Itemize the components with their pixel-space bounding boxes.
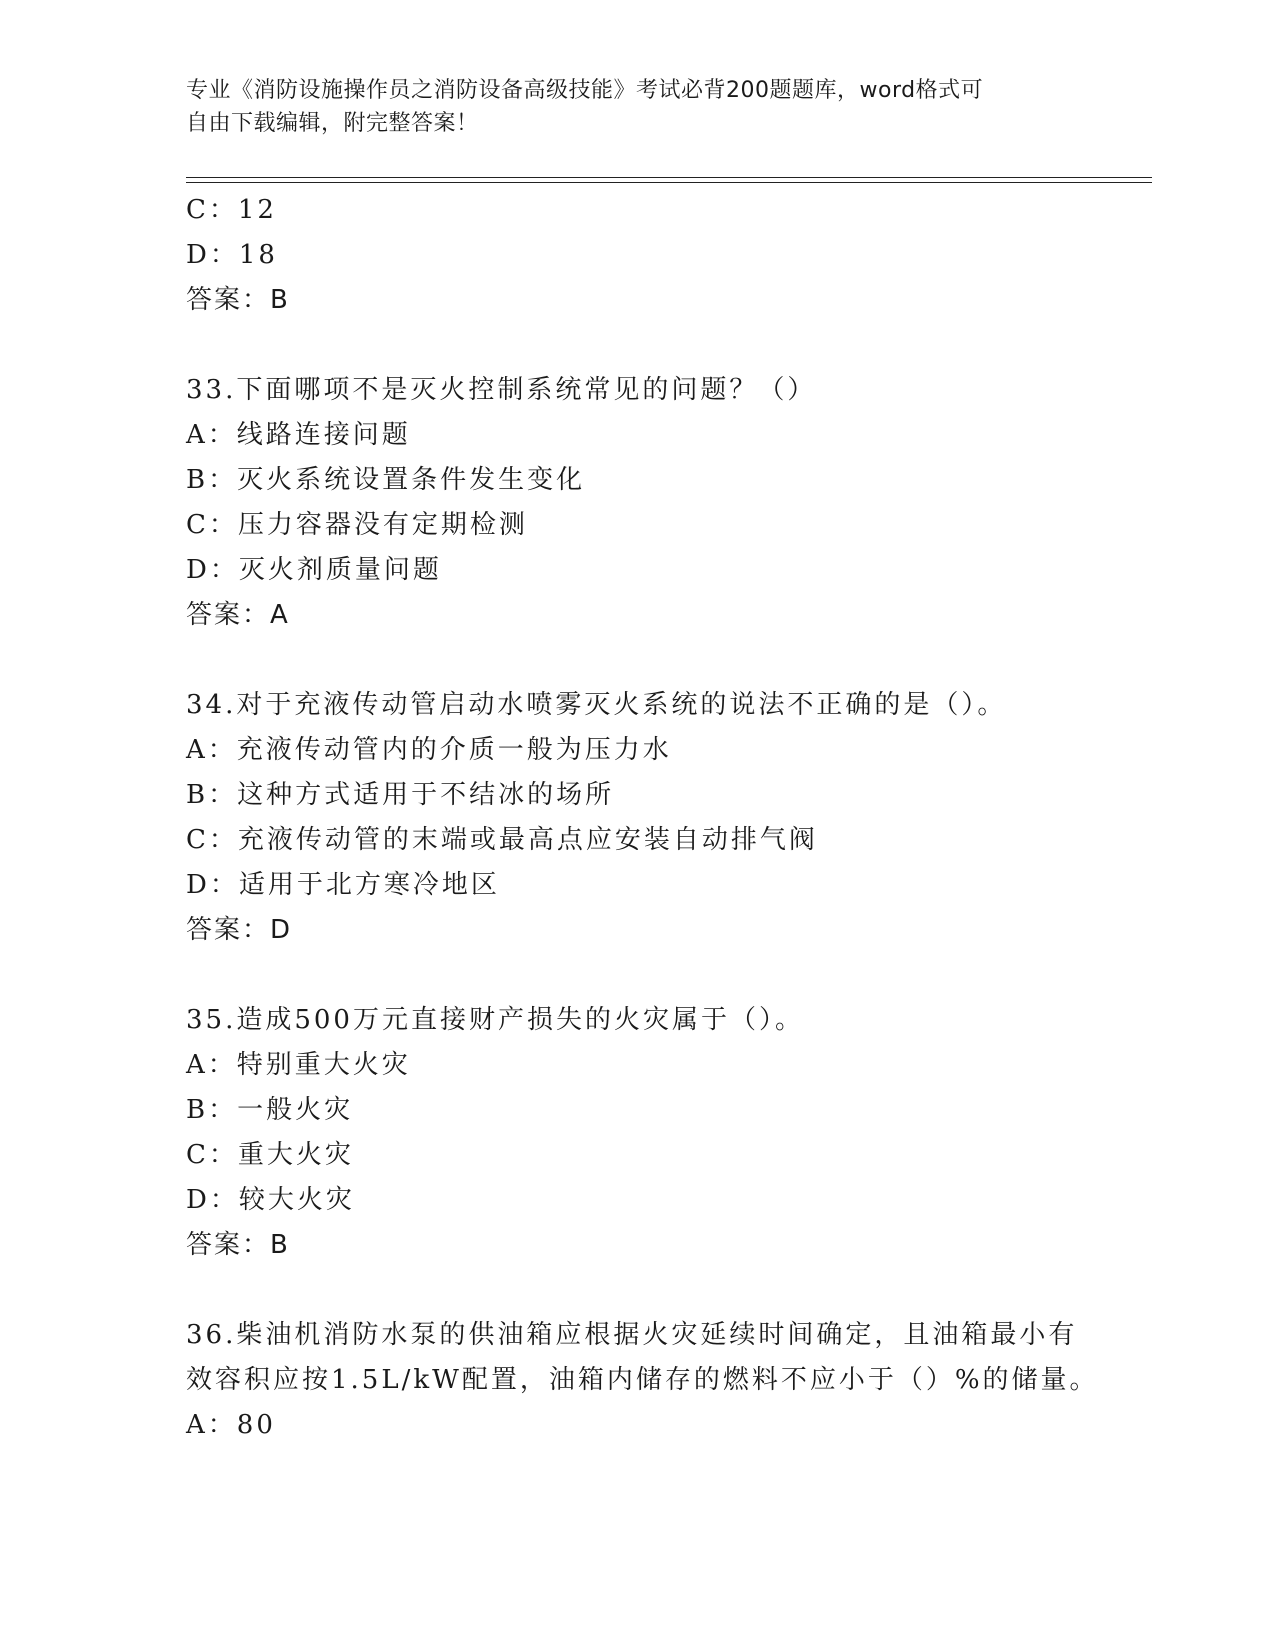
option-a: A：线路连接问题 (186, 420, 411, 450)
answer-line: 答案：A (186, 600, 290, 630)
option-b: B：灭火系统设置条件发生变化 (186, 465, 586, 495)
document-header (186, 74, 1086, 140)
question-36 (186, 1313, 1146, 1448)
question-stem-line-2: 效容积应按1.5L/kW配置，油箱内储存的燃料不应小于（）%的储量。 (186, 1365, 1099, 1395)
answer-line: 答案：B (186, 285, 290, 315)
question-stem: 35.造成500万元直接财产损失的火灾属于（）。 (186, 1005, 804, 1035)
question-35 (186, 998, 1146, 1268)
header-divider-top (186, 177, 1152, 178)
answer-line: 答案：B (186, 1230, 290, 1260)
question-stem: 34.对于充液传动管启动水喷雾灭火系统的说法不正确的是（）。 (186, 690, 1007, 720)
option-b: B：一般火灾 (186, 1095, 354, 1125)
option-d: D：较大火灾 (186, 1185, 355, 1215)
question-33 (186, 368, 1146, 638)
question-34 (186, 683, 1146, 953)
option-d: D：18 (186, 240, 278, 270)
option-c: C：12 (186, 195, 277, 225)
option-c: C：充液传动管的末端或最高点应安装自动排气阀 (186, 825, 818, 855)
question-32-tail (186, 188, 1146, 323)
option-d: D：适用于北方寒冷地区 (186, 870, 500, 900)
question-stem-line-1: 36.柴油机消防水泵的供油箱应根据火灾延续时间确定，且油箱最小有 (186, 1320, 1078, 1350)
spacer (186, 953, 1146, 998)
spacer (186, 1268, 1146, 1313)
header-title-line-1: 专业《消防设施操作员之消防设备高级技能》考试必背200题题库，word格式可 (186, 78, 984, 103)
option-d: D：灭火剂质量问题 (186, 555, 442, 585)
option-a: A：充液传动管内的介质一般为压力水 (186, 735, 672, 765)
option-a: A：80 (186, 1410, 276, 1440)
option-c: C：压力容器没有定期检测 (186, 510, 528, 540)
question-stem: 33.下面哪项不是灭火控制系统常见的问题？（） (186, 375, 817, 405)
header-divider-bottom (186, 182, 1152, 183)
option-b: B：这种方式适用于不结冰的场所 (186, 780, 615, 810)
question-list (186, 188, 1146, 1448)
option-a: A：特别重大火灾 (186, 1050, 411, 1080)
answer-line: 答案：D (186, 915, 293, 945)
header-title-line-2: 自由下载编辑，附完整答案！ (186, 111, 479, 136)
spacer (186, 638, 1146, 683)
option-c: C：重大火灾 (186, 1140, 354, 1170)
spacer (186, 323, 1146, 368)
